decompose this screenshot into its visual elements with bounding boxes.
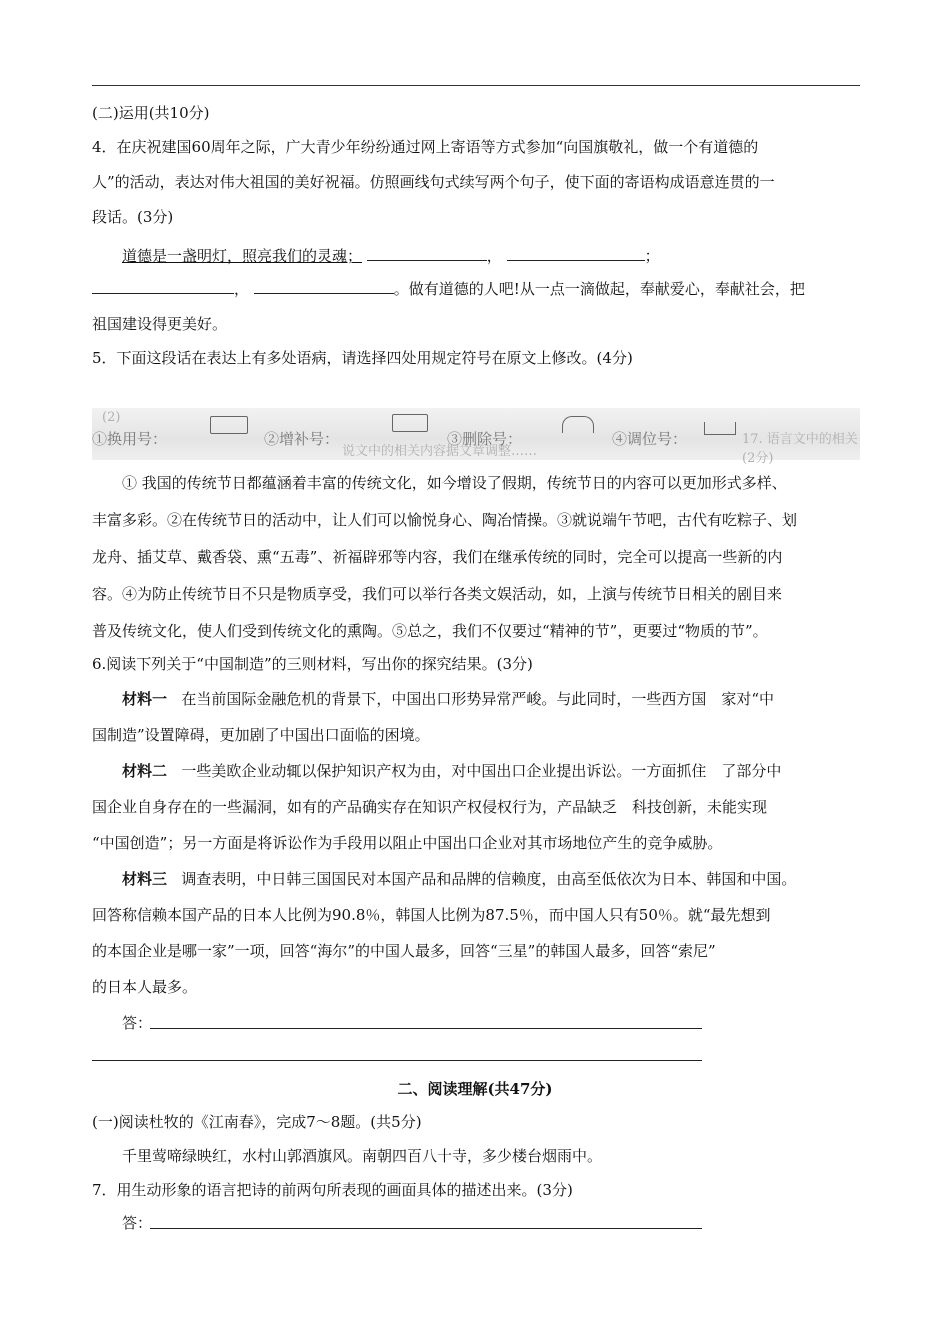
delete-symbol-icon	[562, 416, 594, 433]
q4-blank-2[interactable]	[507, 244, 645, 261]
q7-answer-label: 答：	[122, 1214, 153, 1232]
material-3-label: 材料三	[122, 870, 168, 888]
q4-line-3: 段话。(3分)	[92, 208, 174, 226]
symbol-delete-label: ③删除号：	[447, 430, 523, 448]
q5-prompt: 5．下面这段话在表达上有多处语病，请选择四处用规定符号在原文上修改。(4分)	[92, 349, 633, 367]
q6-material-1-line-1	[122, 688, 774, 710]
header-rule	[92, 85, 860, 86]
material-2-label: 材料二	[122, 762, 168, 780]
material-1-label: 材料一	[122, 690, 168, 708]
q4-last-line: 祖国建设得更美好。	[92, 315, 228, 333]
q7-prompt: 7．用生动形象的语言把诗的前两句所表现的画面具体的描述出来。(3分)	[92, 1181, 573, 1199]
q4-comma-2: ，	[234, 280, 250, 298]
legend-faint-mid: 说文中的相关内容据文章调整……	[342, 444, 538, 459]
q5-passage-line-5: 普及传统文化，使人们受到传统文化的熏陶。⑤总之，我们不仅要过“精神的节”，更要过“物质的节”。	[92, 622, 768, 640]
q4-line-1: 4．在庆祝建国60周年之际，广大青少年纷纷通过网上寄语等方式参加“向国旗敬礼，做一个有道德的	[92, 138, 759, 156]
symbol-replace-label: ①换用号：	[92, 430, 168, 448]
q6-material-3-line-1	[122, 868, 796, 890]
poem-jiangnan-chun: 千里莺啼绿映红，水村山郭酒旗风。南朝四百八十寺，多少楼台烟雨中。	[122, 1147, 603, 1165]
symbol-insert-label: ②增补号：	[264, 430, 340, 448]
correction-symbols-legend	[92, 408, 860, 466]
legend-faint-left: (2)	[102, 410, 121, 425]
q6-material-3-line-4: 的日本人最多。	[92, 978, 198, 996]
reorder-symbol-icon	[704, 422, 736, 435]
q4-continuation-line	[92, 277, 805, 300]
q4-semicolon: ；	[644, 247, 660, 265]
q6-answer-label: 答：	[122, 1014, 153, 1032]
q4-line-2: 人”的活动，表达对伟大祖国的美好祝福。仿照画线句式续写两个句子，使下面的寄语构成语意连贯的一	[92, 173, 775, 191]
legend-faint-right: 17. 语言文中的相关(2分)	[742, 432, 858, 466]
q5-passage-line-2: 丰富多彩。②在传统节日的活动中，让人们可以愉悦身心、陶冶情操。③就说端午节吧，古代有吃粽子、划	[92, 511, 798, 529]
q6-material-1-line-2: 国制造”设置障碍，更加剧了中国出口面临的困境。	[92, 726, 430, 744]
q4-blank-4[interactable]	[254, 277, 394, 294]
q4-blank-1[interactable]	[367, 244, 487, 261]
q6-material-3-line-3: 的本国企业是哪一家”一项，回答“海尔”的中国人最多，回答“三星”的韩国人最多，回答“索尼”	[92, 942, 716, 960]
q5-passage-line-4: 容。④为防止传统节日不只是物质享受，我们可以举行各类文娱活动，如，上演与传统节日相关的剧目来	[92, 585, 783, 603]
q6-prompt: 6.阅读下列关于“中国制造”的三则材料，写出你的探究结果。(3分)	[92, 655, 533, 673]
q4-comma: ，	[486, 247, 502, 265]
q6-answer-line-1[interactable]	[150, 1028, 702, 1029]
q4-blank-3[interactable]	[92, 277, 234, 294]
q4-example-sentence: 道德是一盏明灯，照亮我们的灵魂；	[122, 247, 363, 265]
insert-symbol-icon	[392, 414, 428, 432]
material-3-text: 调查表明，中日韩三国国民对本国产品和品牌的信赖度，由高至低依次为日本、韩国和中国。	[181, 870, 797, 888]
q6-material-2-line-1	[122, 760, 781, 782]
q6-material-2-line-3: “中国创造”；另一方面是将诉讼作为手段用以阻止中国出口企业对其市场地位产生的竞争威胁。	[92, 834, 723, 852]
symbol-reorder-label: ④调位号：	[612, 430, 688, 448]
q5-passage-line-3: 龙舟、插艾草、戴香袋、熏“五毒”、祈福辟邪等内容，我们在继承传统的同时，完全可以提高一些新的内	[92, 548, 783, 566]
section-heading-use: (二)运用(共10分)	[92, 104, 210, 122]
q5-passage-line-1: ① 我国的传统节日都蕴涵着丰富的传统文化，如今增设了假期，传统节日的内容可以更加形式多样、	[122, 474, 787, 492]
section-heading-reading: 二、阅读理解(共47分)	[397, 1080, 553, 1098]
q6-material-3-line-2: 回答称信赖本国产品的日本人比例为90.8％，韩国人比例为87.5％，而中国人只有50％。就“最先想到	[92, 906, 771, 924]
q4-example-line	[122, 244, 660, 267]
q6-material-2-line-2: 国企业自身存在的一些漏洞，如有的产品确实存在知识产权侵权行为，产品缺乏 科技创新，未能实现	[92, 798, 768, 816]
q4-tail: 。做有道德的人吧!从一点一滴做起，奉献爱心，奉献社会，把	[393, 280, 805, 298]
q6-answer-line-2[interactable]	[92, 1060, 702, 1061]
material-2-text: 一些美欧企业动辄以保护知识产权为由，对中国出口企业提出诉讼。一方面抓住 了部分中	[181, 762, 782, 780]
material-1-text: 在当前国际金融危机的背景下，中国出口形势异常严峻。与此同时，一些西方国 家对“中	[181, 690, 775, 708]
reading-part-1-intro: (一)阅读杜牧的《江南春》，完成7～8题。(共5分)	[92, 1113, 422, 1131]
replace-symbol-icon	[210, 416, 248, 434]
q7-answer-line[interactable]	[150, 1228, 702, 1229]
